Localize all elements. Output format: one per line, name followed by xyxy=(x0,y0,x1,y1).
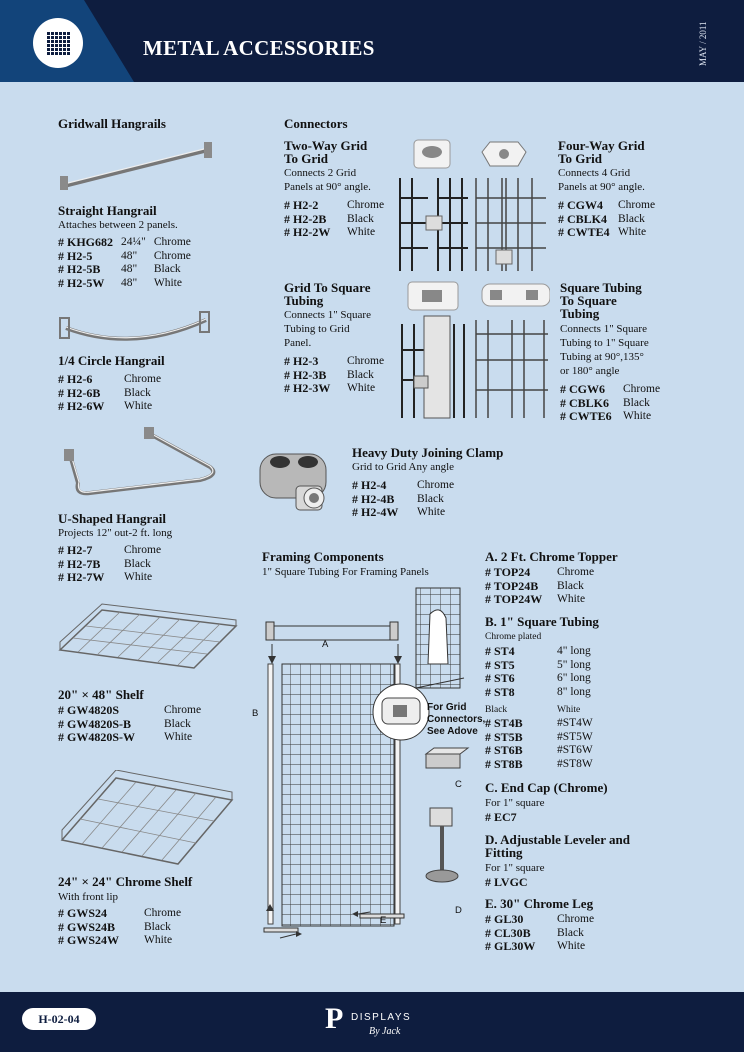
two-way-title-1: Two-Way Grid xyxy=(284,138,368,153)
component-c-desc: For 1" square xyxy=(485,797,545,809)
shelf-24x24-title: 24" × 24" Chrome Shelf xyxy=(58,874,193,889)
clamp-title: Heavy Duty Joining Clamp xyxy=(352,445,504,460)
table-row: # GWS24 Chrome xyxy=(58,906,182,920)
square-square-title-1: Square Tubing xyxy=(560,280,642,295)
table-row: # CL30B Black xyxy=(485,925,584,940)
square-square-title-2: To Square xyxy=(560,293,617,308)
grid-square-table xyxy=(284,355,392,396)
component-d-code: # LVGC xyxy=(485,875,528,889)
straight-hangrail-image xyxy=(58,140,228,190)
issue-date: MAY / 2011 xyxy=(698,21,708,67)
quarter-hangrail-title: 1/4 Circle Hangrail xyxy=(58,353,165,368)
chrome-plated-label: Chrome plated xyxy=(485,632,542,642)
framing-desc: 1" Square Tubing For Framing Panels xyxy=(262,566,429,578)
grid-square-title-1: Grid To Square xyxy=(284,280,371,295)
u-hangrail-desc: Projects 12" out-2 ft. long xyxy=(58,527,173,539)
table-row: # GW4820S-B Black xyxy=(58,716,191,731)
table-row: # CGW6 Chrome xyxy=(560,382,661,396)
shelf-20x48-table xyxy=(58,704,209,745)
callout-text xyxy=(427,702,485,738)
table-row: # H2-6W White xyxy=(58,399,153,414)
table-row: # GL30 Chrome xyxy=(485,912,595,926)
table-row: # TOP24B Black xyxy=(485,578,584,593)
four-way-desc-2: Panels at 90° angle. xyxy=(558,181,645,193)
component-c-title: C. End Cap (Chrome) xyxy=(485,780,608,795)
brand-logo xyxy=(325,1000,425,1046)
table-row: # KHG682 24¼" Chrome xyxy=(58,235,191,249)
table-row: # ST8B #ST8W xyxy=(485,756,593,771)
grid-logo-icon xyxy=(46,31,70,55)
table-row: # GW4820S-W White xyxy=(58,730,193,745)
two-way-table xyxy=(284,199,392,240)
clamp-table xyxy=(352,479,462,520)
brand-name: DISPLAYS xyxy=(351,1012,412,1023)
framing-heading: Framing Components xyxy=(262,549,384,564)
white-label: White xyxy=(557,705,581,715)
grid-square-desc-2: Tubing to Grid xyxy=(284,323,350,335)
table-row: # H2-3B Black xyxy=(284,367,374,382)
page-number: H-02-04 xyxy=(22,1008,96,1030)
four-way-table xyxy=(558,199,663,240)
square-square-table xyxy=(560,383,668,424)
straight-hangrail-title: Straight Hangrail xyxy=(58,203,157,218)
table-row: # H2-4W White xyxy=(352,505,446,520)
shelf-24x24-desc: With front lip xyxy=(58,891,119,903)
straight-hangrail-table xyxy=(58,236,199,290)
u-hangrail-title: U-Shaped Hangrail xyxy=(58,511,166,526)
table-row: # H2-2 Chrome xyxy=(284,198,385,212)
table-row: # H2-6B Black xyxy=(58,385,151,400)
square-square-desc-2: Tubing to 1" Square xyxy=(560,337,649,349)
section-heading-connectors: Connectors xyxy=(284,116,348,131)
grid-square-desc-3: Panel. xyxy=(284,337,312,349)
grid-square-title-2: Tubing xyxy=(284,293,324,308)
table-row: # H2-5W 48" White xyxy=(58,275,182,290)
table-row: # CGW4 Chrome xyxy=(558,198,656,212)
table-row: # GL30W White xyxy=(485,939,586,954)
table-row: # ST5 5" long xyxy=(485,657,591,672)
table-row: # ST5B #ST5W xyxy=(485,729,593,744)
table-row: # GWS24B Black xyxy=(58,919,171,934)
quarter-circle-hangrail-image xyxy=(58,308,218,348)
framing-diagram xyxy=(250,584,475,954)
table-row: # CBLK6 Black xyxy=(560,395,650,410)
table-row: # TOP24W White xyxy=(485,592,586,607)
table-row: # CWTE6 White xyxy=(560,409,652,424)
component-d-title-2: Fitting xyxy=(485,845,523,860)
table-row: # H2-7 Chrome xyxy=(58,543,162,557)
two-way-title-2: To Grid xyxy=(284,151,328,166)
table-row: # H2-4B Black xyxy=(352,491,444,506)
table-row: # H2-7W White xyxy=(58,570,153,585)
wire-shelf-20x48-image xyxy=(58,602,238,672)
u-hangrail-table xyxy=(58,544,169,585)
table-row: # ST8 8" long xyxy=(485,684,591,699)
shelf-20x48-title: 20" × 48" Shelf xyxy=(58,687,144,702)
component-b-chrome-table xyxy=(485,645,599,699)
square-square-desc-1: Connects 1" Square xyxy=(560,323,647,335)
component-d-title-1: D. Adjustable Leveler and xyxy=(485,832,630,847)
table-row: # H2-2B Black xyxy=(284,211,374,226)
component-c-code: # EC7 xyxy=(485,810,517,824)
callout-line: See Adove xyxy=(427,726,478,737)
brand-tagline: By Jack xyxy=(369,1026,401,1037)
black-label: Black xyxy=(485,705,508,715)
u-shaped-hangrail-image xyxy=(60,425,230,505)
square-square-desc-3: Tubing at 90°,135° xyxy=(560,351,644,363)
four-way-title-1: Four-Way Grid xyxy=(558,138,645,153)
table-row: # GW4820S Chrome xyxy=(58,703,202,717)
component-a-table xyxy=(485,566,602,607)
callout-line: For Grid xyxy=(427,702,467,713)
table-row: # H2-4 Chrome xyxy=(352,478,455,492)
four-way-desc-1: Connects 4 Grid xyxy=(558,167,631,179)
component-e-table xyxy=(485,913,602,954)
clamp-desc: Grid to Grid Any angle xyxy=(352,461,455,473)
label-c: C xyxy=(455,779,462,790)
component-b-title: B. 1" Square Tubing xyxy=(485,614,599,629)
table-row: # CBLK4 Black xyxy=(558,211,645,226)
chrome-shelf-24x24-image xyxy=(58,770,238,866)
two-way-desc-1: Connects 2 Grid xyxy=(284,167,357,179)
square-square-desc-4: or 180° angle xyxy=(560,365,620,377)
heavy-duty-clamp-image xyxy=(256,446,342,522)
table-row: # H2-2W White xyxy=(284,225,376,240)
table-row: # H2-3 Chrome xyxy=(284,354,385,368)
square-square-title-3: Tubing xyxy=(560,306,600,321)
section-heading-hangrails: Gridwall Hangrails xyxy=(58,116,166,131)
four-way-title-2: To Grid xyxy=(558,151,602,166)
quarter-hangrail-table xyxy=(58,373,169,414)
label-a: A xyxy=(322,639,329,650)
shelf-24x24-table xyxy=(58,907,189,948)
label-b: B xyxy=(252,708,259,719)
table-row: # H2-5 48" Chrome xyxy=(58,248,191,263)
label-e: E xyxy=(380,915,387,926)
table-row: # H2-3W White xyxy=(284,381,376,396)
grid-connector-images-top xyxy=(398,138,548,273)
table-row: # ST6 6" long xyxy=(485,671,591,686)
grid-square-desc-1: Connects 1" Square xyxy=(284,309,371,321)
component-d-desc: For 1" square xyxy=(485,862,545,874)
component-e-title: E. 30" Chrome Leg xyxy=(485,896,594,911)
table-row: # TOP24 Chrome xyxy=(485,565,595,579)
label-d: D xyxy=(455,905,462,916)
two-way-desc-2: Panels at 90° angle. xyxy=(284,181,371,193)
table-row: # ST4B #ST4W xyxy=(485,716,593,730)
table-row: # CWTE4 White xyxy=(558,225,647,240)
square-tubing-connector-images xyxy=(398,280,550,420)
component-b-bw-table xyxy=(485,717,601,771)
straight-hangrail-desc: Attaches between 2 panels. xyxy=(58,219,178,231)
table-row: # ST6B #ST6W xyxy=(485,743,593,758)
callout-line: Connectors, xyxy=(427,714,486,725)
brand-mark: P xyxy=(325,1002,344,1035)
table-row: # ST4 4" long xyxy=(485,644,591,658)
component-a-title: A. 2 Ft. Chrome Topper xyxy=(485,549,618,564)
table-row: # GWS24W White xyxy=(58,933,173,948)
page-title: METAL ACCESSORIES xyxy=(143,36,375,60)
table-row: # H2-5B 48" Black xyxy=(58,262,181,277)
table-row: # H2-7B Black xyxy=(58,556,151,571)
table-row: # H2-6 Chrome xyxy=(58,372,162,386)
